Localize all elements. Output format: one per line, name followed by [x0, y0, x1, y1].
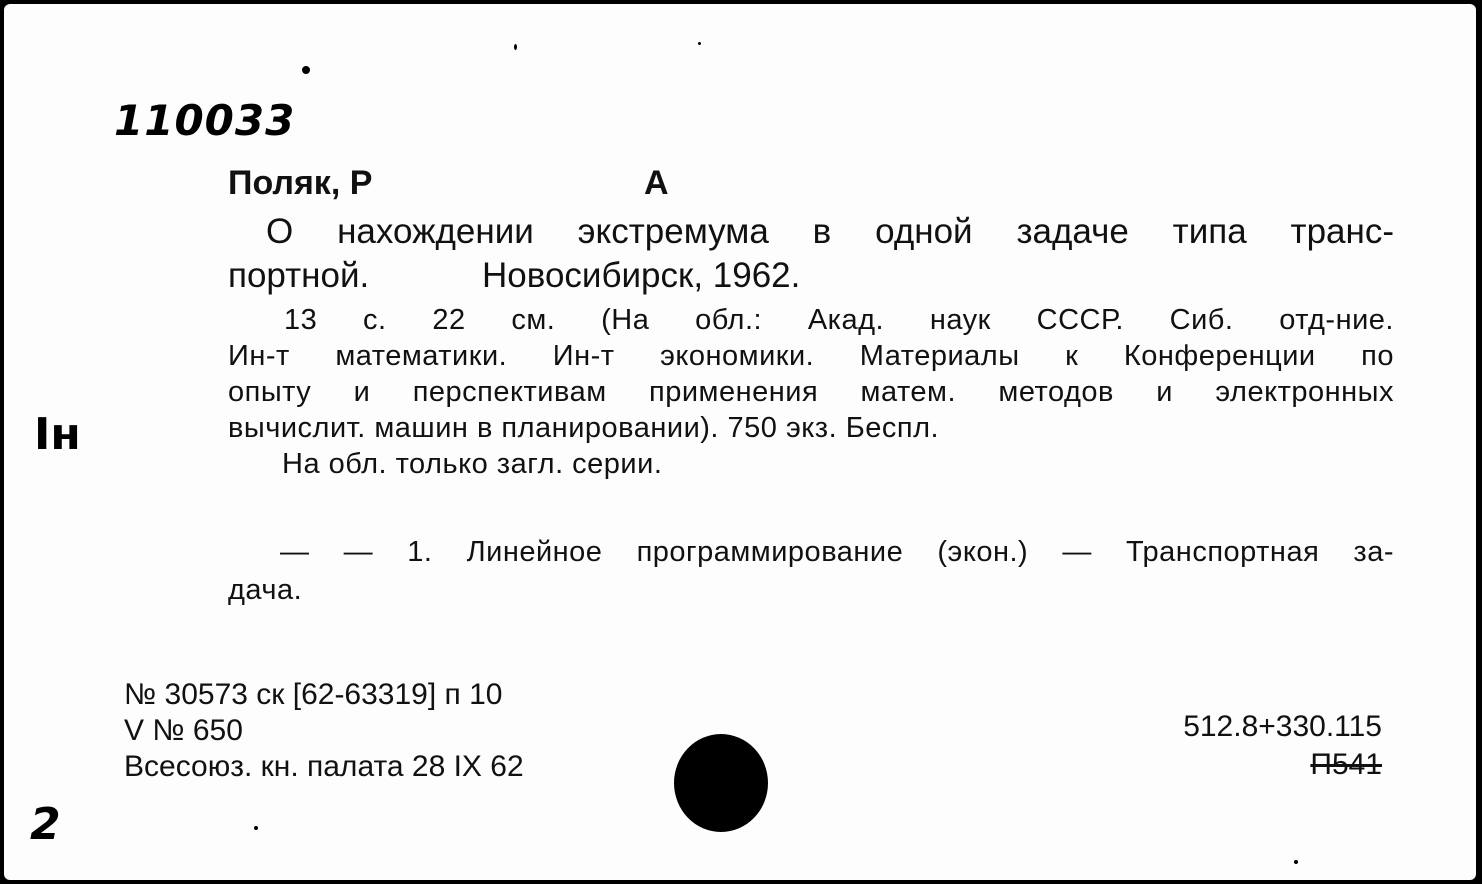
note: На обл. только загл. серии. — [282, 448, 663, 480]
shelf-mark: П541 — [1310, 748, 1382, 781]
ink-speck — [698, 42, 701, 45]
author-initial: А — [644, 164, 669, 202]
catalog-number: 110033 — [114, 96, 296, 145]
ink-speck — [514, 44, 517, 50]
ink-speck — [302, 66, 310, 74]
subject-line-1: — — 1. Линейное программирование (экон.) — Транспортная за- — [280, 536, 1394, 568]
title-line-2a: портной. — [228, 256, 370, 295]
margin-mark-bottom: 2 — [30, 799, 61, 850]
title-line-1: О нахождении экстремума в одной задаче типа транс- — [266, 212, 1394, 251]
udc-index: 512.8+330.115 — [1183, 710, 1382, 743]
desc-line-2: Ин-т математики. Ин-т экономики. Материалы к Конференции по — [228, 340, 1394, 372]
footer-line-3: Всесоюз. кн. палата 28 IX 62 — [124, 750, 524, 783]
subject-line-2: дача. — [228, 574, 303, 606]
catalog-card — [4, 4, 1476, 880]
ink-speck — [254, 826, 258, 830]
ink-speck — [1294, 860, 1298, 864]
desc-line-4: вычислит. машин в планировании). 750 экз. Беспл. — [228, 412, 940, 444]
desc-line-3: опыту и перспективам применения матем. методов и электронных — [228, 376, 1394, 408]
footer-line-1: № 30573 ск [62-63319] п 10 — [124, 678, 503, 711]
margin-mark-left: Ін — [34, 409, 81, 460]
punch-hole — [674, 734, 768, 832]
title-line-2b: Новосибирск, 1962. — [482, 256, 801, 295]
author: Поляк, Р — [228, 164, 373, 202]
desc-line-1: 13 с. 22 см. (На обл.: Акад. наук СССР. Сиб. отд-ние. — [284, 304, 1394, 336]
footer-line-2: V № 650 — [124, 714, 243, 747]
